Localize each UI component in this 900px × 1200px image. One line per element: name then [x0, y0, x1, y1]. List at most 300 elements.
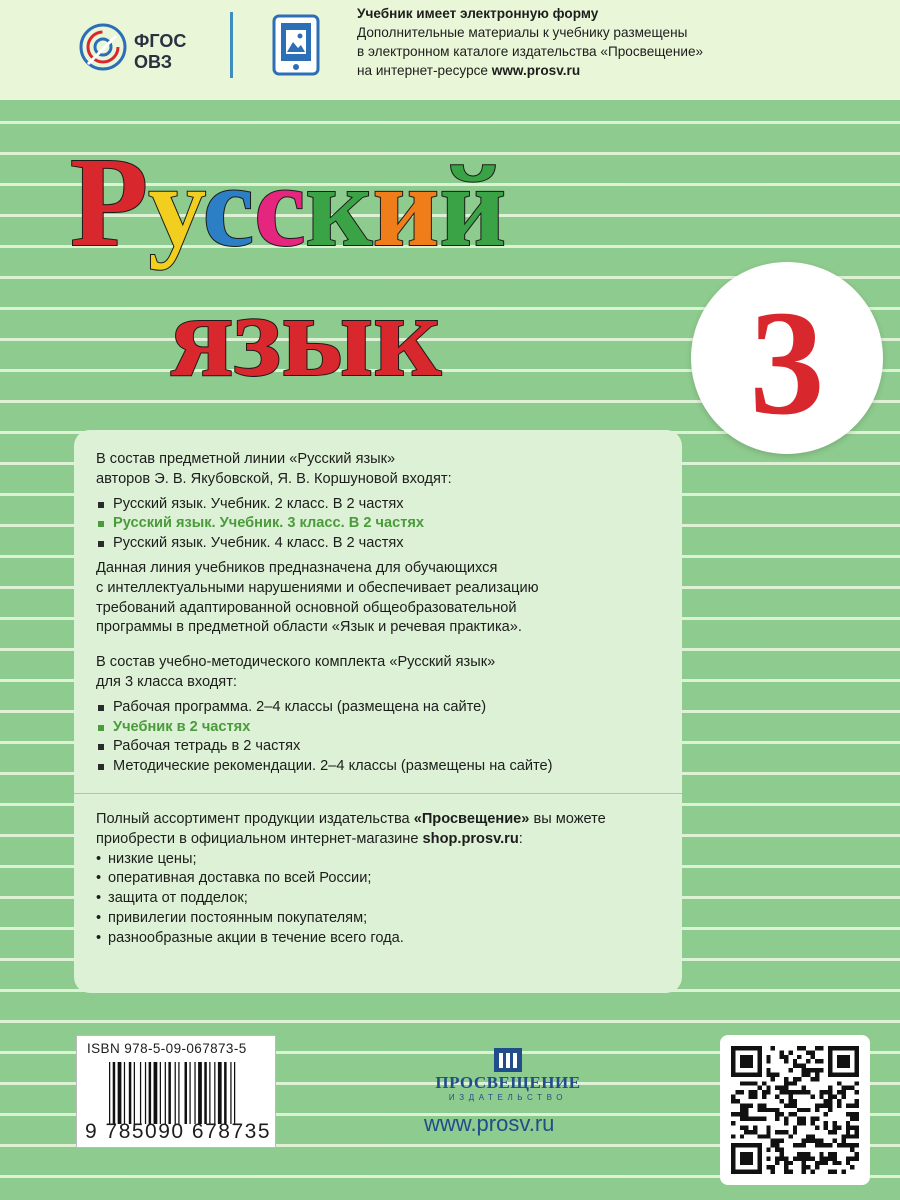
qr-module [828, 1152, 832, 1156]
qr-finder-center [740, 1055, 753, 1068]
qr-module [788, 1095, 792, 1099]
qr-module [802, 1108, 806, 1112]
barcode-bar [178, 1062, 179, 1124]
qr-module [766, 1156, 770, 1160]
qr-module [744, 1125, 748, 1129]
qr-module [815, 1139, 819, 1143]
qr-module [802, 1117, 806, 1121]
qr-module [815, 1143, 819, 1147]
list-item: Рабочая тетрадь в 2 частях [96, 737, 660, 757]
ebook-line-1: Дополнительные материалы к учебнику размещены [357, 25, 688, 40]
qr-module [810, 1068, 814, 1072]
qr-module [766, 1072, 770, 1076]
barcode-bar [189, 1062, 190, 1124]
qr-code-icon [731, 1046, 859, 1174]
qr-module [841, 1170, 845, 1174]
qr-module [828, 1108, 832, 1112]
grade-badge [691, 262, 883, 454]
ebook-line-2: в электронном каталоге издательства «Просвещение» [357, 44, 704, 59]
qr-module [833, 1156, 837, 1160]
qr-module [766, 1059, 770, 1063]
qr-module [819, 1161, 823, 1165]
qr-module [824, 1121, 828, 1125]
qr-module [855, 1152, 859, 1156]
qr-module [766, 1068, 770, 1072]
qr-module [775, 1139, 779, 1143]
qr-module [841, 1134, 845, 1138]
qr-module [802, 1046, 806, 1050]
qr-module [828, 1099, 832, 1103]
qr-module [802, 1161, 806, 1165]
qr-module [731, 1095, 735, 1099]
qr-module [850, 1086, 854, 1090]
title-word-1 [70, 131, 506, 273]
panel-divider [74, 793, 682, 794]
qr-module [828, 1156, 832, 1160]
qr-module [753, 1130, 757, 1134]
qr-module [762, 1134, 766, 1138]
qr-module [810, 1077, 814, 1081]
qr-module [771, 1170, 775, 1174]
qr-module [833, 1121, 837, 1125]
qr-module [762, 1095, 766, 1099]
qr-module [766, 1134, 770, 1138]
shop-line-1-prefix: Полный ассортимент продукции издательства [96, 810, 414, 827]
qr-module [753, 1125, 757, 1129]
kit-intro-1: В состав учебно-методического комплекта «Русский язык» [96, 654, 496, 671]
qr-module [819, 1068, 823, 1072]
barcode-icon [107, 1062, 269, 1124]
qr-module [802, 1170, 806, 1174]
title-letter-6: и [372, 143, 440, 271]
qr-module [855, 1130, 859, 1134]
list-item: Русский язык. Учебник. 4 класс. В 2 частях [96, 534, 660, 554]
barcode-bar [214, 1062, 215, 1124]
series-book-list [96, 495, 660, 554]
qr-module [806, 1059, 810, 1063]
qr-module [793, 1077, 797, 1081]
qr-module [780, 1152, 784, 1156]
qr-module [775, 1117, 779, 1121]
qr-module [846, 1121, 850, 1125]
qr-module [833, 1095, 837, 1099]
qr-module [771, 1139, 775, 1143]
qr-module [833, 1152, 837, 1156]
qr-module [740, 1081, 744, 1085]
barcode-bar [209, 1062, 210, 1124]
barcode-bar [218, 1062, 222, 1124]
qr-module [846, 1143, 850, 1147]
qr-module [744, 1108, 748, 1112]
qr-module [828, 1095, 832, 1099]
qr-module [806, 1108, 810, 1112]
fgos-line-2: ОВЗ [134, 52, 173, 72]
qr-module [797, 1064, 801, 1068]
qr-module [797, 1117, 801, 1121]
info-panel [74, 430, 682, 993]
description-line: программы в предметной области «Язык и речевая практика». [96, 619, 522, 636]
qr-module [740, 1108, 744, 1112]
qr-module [775, 1156, 779, 1160]
qr-module [753, 1090, 757, 1094]
qr-module [757, 1086, 761, 1090]
qr-module [775, 1130, 779, 1134]
qr-module [815, 1103, 819, 1107]
shop-line-2 [96, 830, 660, 850]
title-letter-7: й [439, 143, 507, 271]
qr-module [850, 1112, 854, 1116]
qr-module [784, 1156, 788, 1160]
qr-module [806, 1156, 810, 1160]
qr-module [819, 1152, 823, 1156]
qr-module [731, 1121, 735, 1125]
qr-module [744, 1130, 748, 1134]
qr-finder-center [740, 1152, 753, 1165]
qr-module [784, 1117, 788, 1121]
fgos-line-1: ФГОС [134, 31, 187, 51]
qr-module [846, 1156, 850, 1160]
qr-module [784, 1130, 788, 1134]
qr-module [810, 1050, 814, 1054]
qr-module [731, 1099, 735, 1103]
qr-module [850, 1125, 854, 1129]
qr-module [775, 1148, 779, 1152]
qr-module [841, 1139, 845, 1143]
barcode-bar [185, 1062, 188, 1124]
qr-module [828, 1130, 832, 1134]
qr-module [780, 1139, 784, 1143]
barcode-bar [113, 1062, 116, 1124]
qr-module [833, 1125, 837, 1129]
qr-module [802, 1152, 806, 1156]
qr-module [788, 1050, 792, 1054]
qr-module [766, 1055, 770, 1059]
qr-module [824, 1103, 828, 1107]
qr-module [855, 1156, 859, 1160]
qr-module [824, 1125, 828, 1129]
isbn-label: ISBN 978-5-09-067873-5 [87, 1041, 247, 1056]
qr-module [855, 1103, 859, 1107]
qr-module [797, 1108, 801, 1112]
qr-module [784, 1121, 788, 1125]
qr-module [793, 1099, 797, 1103]
qr-module [855, 1125, 859, 1129]
barcode-bar [145, 1062, 146, 1124]
qr-module [819, 1090, 823, 1094]
qr-module [855, 1134, 859, 1138]
qr-module [833, 1130, 837, 1134]
title-letter-5: к [305, 143, 373, 271]
qr-module [744, 1081, 748, 1085]
qr-module [850, 1134, 854, 1138]
qr-module [780, 1112, 784, 1116]
qr-module [735, 1099, 739, 1103]
qr-module [740, 1090, 744, 1094]
qr-module [757, 1117, 761, 1121]
qr-module [735, 1112, 739, 1116]
barcode-bar [118, 1062, 122, 1124]
shop-line-1 [96, 810, 660, 830]
qr-module [797, 1046, 801, 1050]
isbn-barcode-box [76, 1035, 276, 1148]
qr-module [757, 1103, 761, 1107]
qr-module [762, 1081, 766, 1085]
qr-module [788, 1103, 792, 1107]
qr-module [837, 1081, 841, 1085]
qr-module [802, 1143, 806, 1147]
qr-module [788, 1068, 792, 1072]
publisher-url-link[interactable]: www.prosv.ru [424, 1111, 555, 1136]
title-letter-4: с [254, 143, 306, 271]
qr-module [806, 1090, 810, 1094]
shop-url-link[interactable]: shop.prosv.ru [422, 830, 519, 847]
qr-module [802, 1072, 806, 1076]
qr-module [780, 1156, 784, 1160]
qr-module [788, 1112, 792, 1116]
qr-module [806, 1072, 810, 1076]
qr-module [828, 1086, 832, 1090]
qr-module [766, 1108, 770, 1112]
qr-module [837, 1099, 841, 1103]
qr-module [793, 1059, 797, 1063]
qr-module [771, 1072, 775, 1076]
qr-module [793, 1103, 797, 1107]
shop-line-2-suffix: : [518, 830, 523, 847]
qr-module [802, 1139, 806, 1143]
qr-module [855, 1143, 859, 1147]
qr-module [806, 1050, 810, 1054]
qr-module [846, 1130, 850, 1134]
qr-module [784, 1103, 788, 1107]
qr-module [815, 1072, 819, 1076]
qr-module [771, 1108, 775, 1112]
qr-module [806, 1139, 810, 1143]
qr-module [833, 1170, 837, 1174]
qr-module [780, 1130, 784, 1134]
qr-module [850, 1156, 854, 1160]
qr-module [806, 1165, 810, 1169]
qr-module [810, 1170, 814, 1174]
qr-module [762, 1117, 766, 1121]
qr-module [850, 1165, 854, 1169]
qr-module [855, 1090, 859, 1094]
qr-module [762, 1103, 766, 1107]
ebook-line-3-prefix: на интернет-ресурсе [357, 63, 492, 78]
qr-module [841, 1095, 845, 1099]
qr-module [828, 1143, 832, 1147]
qr-module [766, 1130, 770, 1134]
benefits-list [96, 850, 660, 949]
shop-line-1-suffix: вы можете [529, 810, 606, 827]
qr-module [824, 1161, 828, 1165]
fgos-label [134, 31, 186, 73]
barcode-bar [198, 1062, 202, 1124]
series-intro-2: авторов Э. В. Якубовской, Я. В. Коршуновой входят: [96, 470, 452, 487]
qr-module [788, 1090, 792, 1094]
qr-module [749, 1117, 753, 1121]
barcode-bar [129, 1062, 132, 1124]
qr-module [846, 1103, 850, 1107]
header-divider [230, 12, 233, 78]
qr-module [846, 1161, 850, 1165]
publisher-logo-icon [493, 1047, 523, 1073]
qr-module [780, 1090, 784, 1094]
qr-module [766, 1125, 770, 1129]
list-item: Рабочая программа. 2–4 классы (размещена на сайте) [96, 698, 660, 718]
qr-module [797, 1090, 801, 1094]
qr-module [793, 1143, 797, 1147]
qr-module [837, 1125, 841, 1129]
qr-module [815, 1068, 819, 1072]
top-info-bar [0, 0, 900, 100]
qr-module [810, 1156, 814, 1160]
qr-module [775, 1143, 779, 1147]
qr-module [819, 1095, 823, 1099]
qr-module [810, 1139, 814, 1143]
qr-module [749, 1090, 753, 1094]
qr-module [731, 1112, 735, 1116]
description-line: требований адаптированной основной общеобразовательной [96, 599, 517, 616]
qr-module [802, 1090, 806, 1094]
qr-module [771, 1077, 775, 1081]
barcode-bar [109, 1062, 110, 1124]
qr-module [766, 1090, 770, 1094]
qr-module [788, 1099, 792, 1103]
list-item: • защита от подделок; [96, 889, 660, 909]
barcode-bar [140, 1062, 141, 1124]
list-item: • привилегии постоянным покупателям; [96, 909, 660, 929]
kit-intro-2: для 3 класса входят: [96, 673, 237, 690]
qr-module [819, 1103, 823, 1107]
qr-module [735, 1090, 739, 1094]
qr-module [841, 1090, 845, 1094]
qr-module [788, 1170, 792, 1174]
qr-module [850, 1103, 854, 1107]
barcode-bar [134, 1062, 135, 1124]
tablet-icon [272, 14, 320, 76]
qr-module [815, 1046, 819, 1050]
title-letter-2: у [148, 143, 203, 271]
qr-module [824, 1156, 828, 1160]
qr-module [815, 1108, 819, 1112]
barcode-bar [168, 1062, 171, 1124]
qr-module [771, 1046, 775, 1050]
qr-module [833, 1139, 837, 1143]
qr-module [815, 1117, 819, 1121]
qr-module [784, 1077, 788, 1081]
qr-module [784, 1081, 788, 1085]
qr-module [819, 1143, 823, 1147]
qr-module [837, 1090, 841, 1094]
qr-module [841, 1143, 845, 1147]
qr-module [855, 1112, 859, 1116]
qr-module [802, 1156, 806, 1160]
qr-module [815, 1077, 819, 1081]
qr-module [797, 1055, 801, 1059]
qr-module [802, 1165, 806, 1169]
qr-module [784, 1161, 788, 1165]
qr-module [740, 1134, 744, 1138]
qr-module [784, 1090, 788, 1094]
qr-module [793, 1156, 797, 1160]
barcode-bar [230, 1062, 231, 1124]
qr-module [802, 1064, 806, 1068]
qr-module [740, 1125, 744, 1129]
qr-module [757, 1108, 761, 1112]
list-item-highlighted: Учебник в 2 частях [96, 718, 660, 738]
qr-module [749, 1081, 753, 1085]
qr-module [797, 1121, 801, 1125]
qr-module [775, 1112, 779, 1116]
qr-module [784, 1059, 788, 1063]
publisher-subtitle: ИЗДАТЕЛЬСТВО [448, 1093, 568, 1102]
qr-module [855, 1081, 859, 1085]
list-item: Русский язык. Учебник. 2 класс. В 2 частях [96, 495, 660, 515]
qr-module [815, 1161, 819, 1165]
qr-module [824, 1112, 828, 1116]
description-line: с интеллектуальными нарушениями и обеспечивает реализацию [96, 579, 539, 596]
qr-module [815, 1125, 819, 1129]
barcode-bar [160, 1062, 161, 1124]
qr-module [762, 1090, 766, 1094]
publisher-bold-name: «Просвещение» [413, 810, 530, 827]
ebook-info [357, 4, 703, 80]
barcode-bar [124, 1062, 125, 1124]
qr-module [780, 1099, 784, 1103]
qr-module [819, 1156, 823, 1160]
qr-module [788, 1161, 792, 1165]
qr-module [846, 1125, 850, 1129]
qr-module [802, 1068, 806, 1072]
ebook-url-link[interactable]: www.prosv.ru [491, 63, 581, 78]
qr-module [810, 1121, 814, 1125]
barcode-bar [194, 1062, 195, 1124]
qr-module [740, 1103, 744, 1107]
qr-module [846, 1112, 850, 1116]
qr-module [780, 1148, 784, 1152]
qr-module [788, 1134, 792, 1138]
qr-module [810, 1095, 814, 1099]
qr-module [806, 1134, 810, 1138]
list-item: • оперативная доставка по всей России; [96, 869, 660, 889]
list-item-highlighted: Русский язык. Учебник. 3 класс. В 2 частях [96, 514, 660, 534]
qr-module [757, 1134, 761, 1138]
series-intro-1: В состав предметной линии «Русский язык» [96, 451, 396, 467]
qr-module [793, 1090, 797, 1094]
qr-module [819, 1139, 823, 1143]
qr-module [744, 1112, 748, 1116]
barcode-bar [165, 1062, 166, 1124]
qr-module [815, 1165, 819, 1169]
qr-module [828, 1170, 832, 1174]
qr-module [833, 1161, 837, 1165]
barcode-bar [204, 1062, 207, 1124]
qr-module [749, 1130, 753, 1134]
qr-module [775, 1108, 779, 1112]
qr-module [744, 1103, 748, 1107]
shop-line-2-prefix: приобрести в официальном интернет-магазине [96, 830, 423, 847]
barcode-bar [224, 1062, 227, 1124]
qr-module [797, 1143, 801, 1147]
qr-module [793, 1064, 797, 1068]
barcode-digits: 9 785090 678735 [85, 1120, 271, 1143]
qr-module [846, 1134, 850, 1138]
title-letter-1: Р [70, 131, 149, 273]
ebook-title: Учебник имеет электронную форму [357, 6, 599, 21]
qr-module [740, 1112, 744, 1116]
qr-module [846, 1086, 850, 1090]
qr-code[interactable] [720, 1035, 870, 1185]
